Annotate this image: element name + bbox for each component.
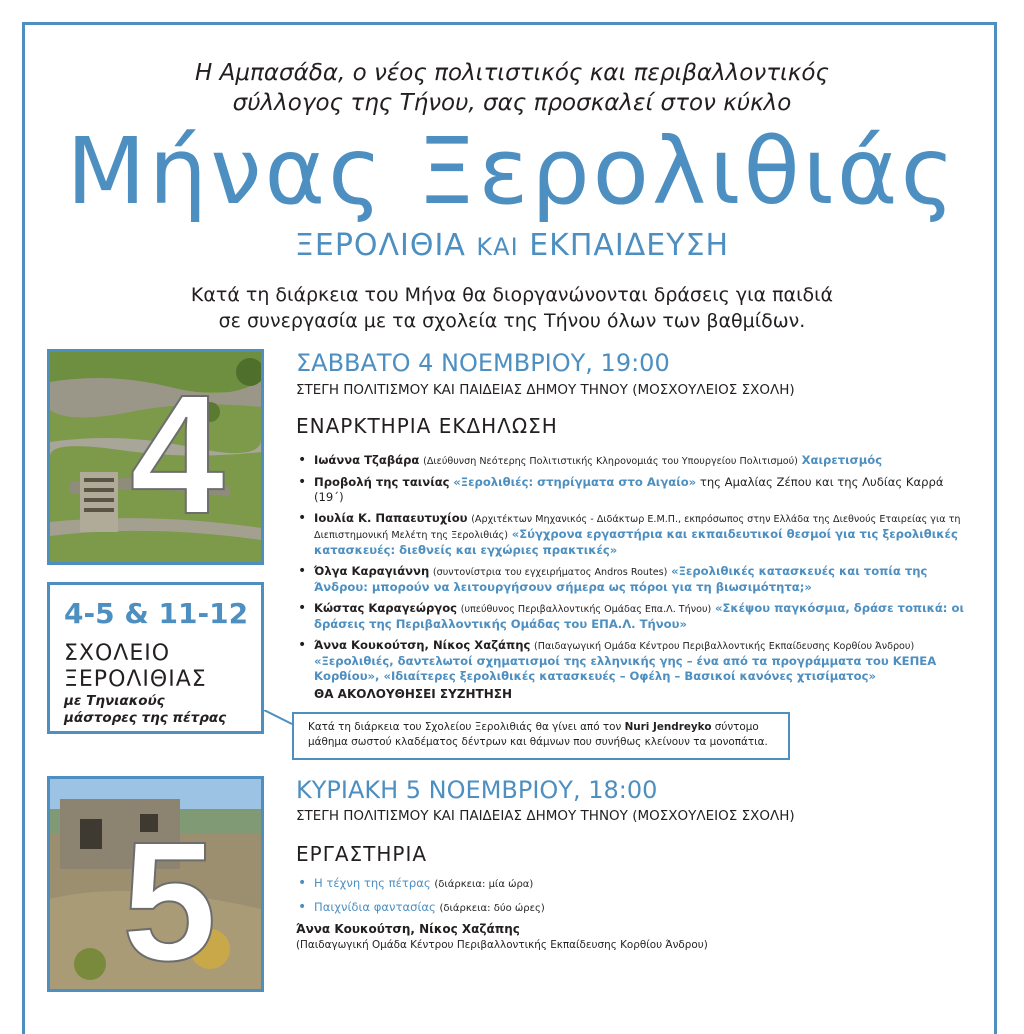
event-2-day-number: 5 — [122, 807, 217, 992]
discussion-note: ΘΑ ΑΚΟΛΟΥΘΗΣΕΙ ΣΥΖΗΤΗΣΗ — [314, 687, 513, 701]
subtitle-part-1: ΞΕΡΟΛΙΘΙΑ — [294, 228, 466, 263]
event-1-photo — [47, 349, 264, 565]
workshop-hosts: Άννα Κουκούτση, Νίκος Χαζάπης — [296, 922, 520, 936]
subtitle-part-2: ΚΑΙ — [476, 233, 519, 261]
speaker-item: • Ιουλία Κ. Παπαευτυχίου (Αρχιτέκτων Μηχανικός - Διδάκτωρ Ε.Μ.Π., εκπρόσωπος στην Ελλάδα της Διεθνούς Εταιρείας για τη Διεπιστημονική Μελέτη της Ξερολιθιάς) «Σύγχρονα εργαστήρια και εκπαιδευτικοί θεσμοί για τις ξερολιθικές κατασκευές: διεθνείς και εγχώριες πρακτικές» — [296, 511, 976, 558]
speaker-item: • Ιωάννα Τζαβάρα (Διεύθυνση Νεότερης Πολιτιστικής Κληρονομιάς του Υπουργείου Πολιτισμού) Χαιρετισμός — [296, 453, 976, 469]
event-1-date: ΣΑΒΒΑΤΟ 4 ΝΟΕΜΒΡΙΟΥ, 19:00 — [296, 349, 670, 377]
note-person: Nuri Jendreyko — [624, 721, 712, 733]
event-2-photo — [47, 776, 264, 992]
page-title: Μήνας Ξερολιθιάς — [66, 118, 958, 225]
event-2-venue: ΣΤΕΓΗ ΠΟΛΙΤΙΣΜΟΥ ΚΑΙ ΠΑΙΔΕΙΑΣ ΔΗΜΟΥ ΤΗΝΟΥ (ΜΟΣΧΟΥΛΕΙΟΣ ΣΧΟΛΗ) — [296, 808, 795, 824]
workshop-item: • Παιχνίδια φαντασίας (διάρκεια: δύο ώρες) — [296, 900, 545, 916]
school-subtitle: με Τηνιακούς μάστορες της πέτρας — [64, 693, 227, 726]
event-1-venue: ΣΤΕΓΗ ΠΟΛΙΤΙΣΜΟΥ ΚΑΙ ΠΑΙΔΕΙΑΣ ΔΗΜΟΥ ΤΗΝΟΥ (ΜΟΣΧΟΥΛΕΙΟΣ ΣΧΟΛΗ) — [296, 382, 795, 398]
subtitle — [0, 228, 1024, 263]
speaker-item: • Όλγα Καραγιάννη (συντονίστρια του εγχειρήματος Andros Routes) «Ξερολιθικές κατασκευές και τοπία της Άνδρου: μπορούν να λειτουργήσουν σήμερα ως πόροι για τη βιωσιμότητα;» — [296, 564, 976, 595]
subtitle-part-3: ΕΚΠΑΙΔΕΥΣΗ — [529, 228, 730, 263]
event-1-section-title: ΕΝΑΡΚΤΗΡΙΑ ΕΚΔΗΛΩΣΗ — [296, 414, 558, 438]
event-1-day-number: 4 — [130, 360, 225, 550]
workshop-list — [296, 876, 545, 924]
workshop-hosts-org: (Παιδαγωγική Ομάδα Κέντρου Περιβαλλοντικής Εκπαίδευσης Κορθίου Άνδρου) — [296, 939, 708, 951]
event-2-date: ΚΥΡΙΑΚΗ 5 ΝΟΕΜΒΡΙΟΥ, 18:00 — [296, 776, 658, 804]
workshop-item: • Η τέχνη της πέτρας (διάρκεια: μία ώρα) — [296, 876, 545, 892]
speaker-item: • Κώστας Καραγεώργος (υπεύθυνος Περιβαλλοντικής Ομάδας Επα.Λ. Τήνου) «Σκέψου παγκόσμια, δράσε τοπικά: οι δράσεις της Περιβαλλοντικής Ομάδας του ΕΠΑ.Λ. Τήνου» — [296, 601, 976, 632]
school-box — [47, 582, 264, 734]
speaker-item: • Προβολή της ταινίας «Ξερολιθιές: στηρίγματα στο Αιγαίο» της Αμαλίας Ζέπου και της Λυδίας Καρρά (19΄) — [296, 475, 976, 505]
description-line-2: σε συνεργασία με τα σχολεία της Τήνου όλων των βαθμίδων. — [218, 310, 806, 332]
intro-line-2: σύλλογος της Τήνου, σας προσκαλεί στον κύκλο — [232, 90, 792, 116]
pruning-note: Κατά τη διάρκεια του Σχολείου Ξερολιθιάς θα γίνει από τον Nuri Jendreyko σύντομο μάθημα σωστού κλαδέματος δέντρων και θάμνων που συνήθως κλείνουν τα μονοπάτια. — [292, 712, 790, 760]
connector-line — [264, 710, 294, 740]
school-dates: 4-5 & 11-12 — [64, 597, 249, 630]
speaker-item: • Άννα Κουκούτση, Νίκος Χαζάπης (Παιδαγωγική Ομάδα Κέντρου Περιβαλλοντικής Εκπαίδευσης Κορθίου Άνδρου) «Ξερολιθιές, δαντελωτοί σχηματισμοί της ελληνικής γης – ένα από τα προγράμματα του ΚΕΠΕΑ Κορθίου», «Ιδιαίτερες ξερολιθικές κατασκευές – Οφέλη – Βασικοί κανόνες χτισίματος» — [296, 638, 976, 684]
school-title: ΣΧΟΛΕΙΟ ΞΕΡΟΛΙΘΙΑΣ — [64, 641, 207, 692]
description-line-1: Κατά τη διάρκεια του Μήνα θα διοργανώνονται δράσεις για παιδιά — [190, 284, 834, 306]
intro-line-1: Η Αμπασάδα, ο νέος πολιτιστικός και περιβαλλοντικός — [195, 60, 829, 86]
event-2-section-title: ΕΡΓΑΣΤΗΡΙΑ — [296, 842, 428, 866]
event-1-speaker-list — [296, 453, 976, 690]
